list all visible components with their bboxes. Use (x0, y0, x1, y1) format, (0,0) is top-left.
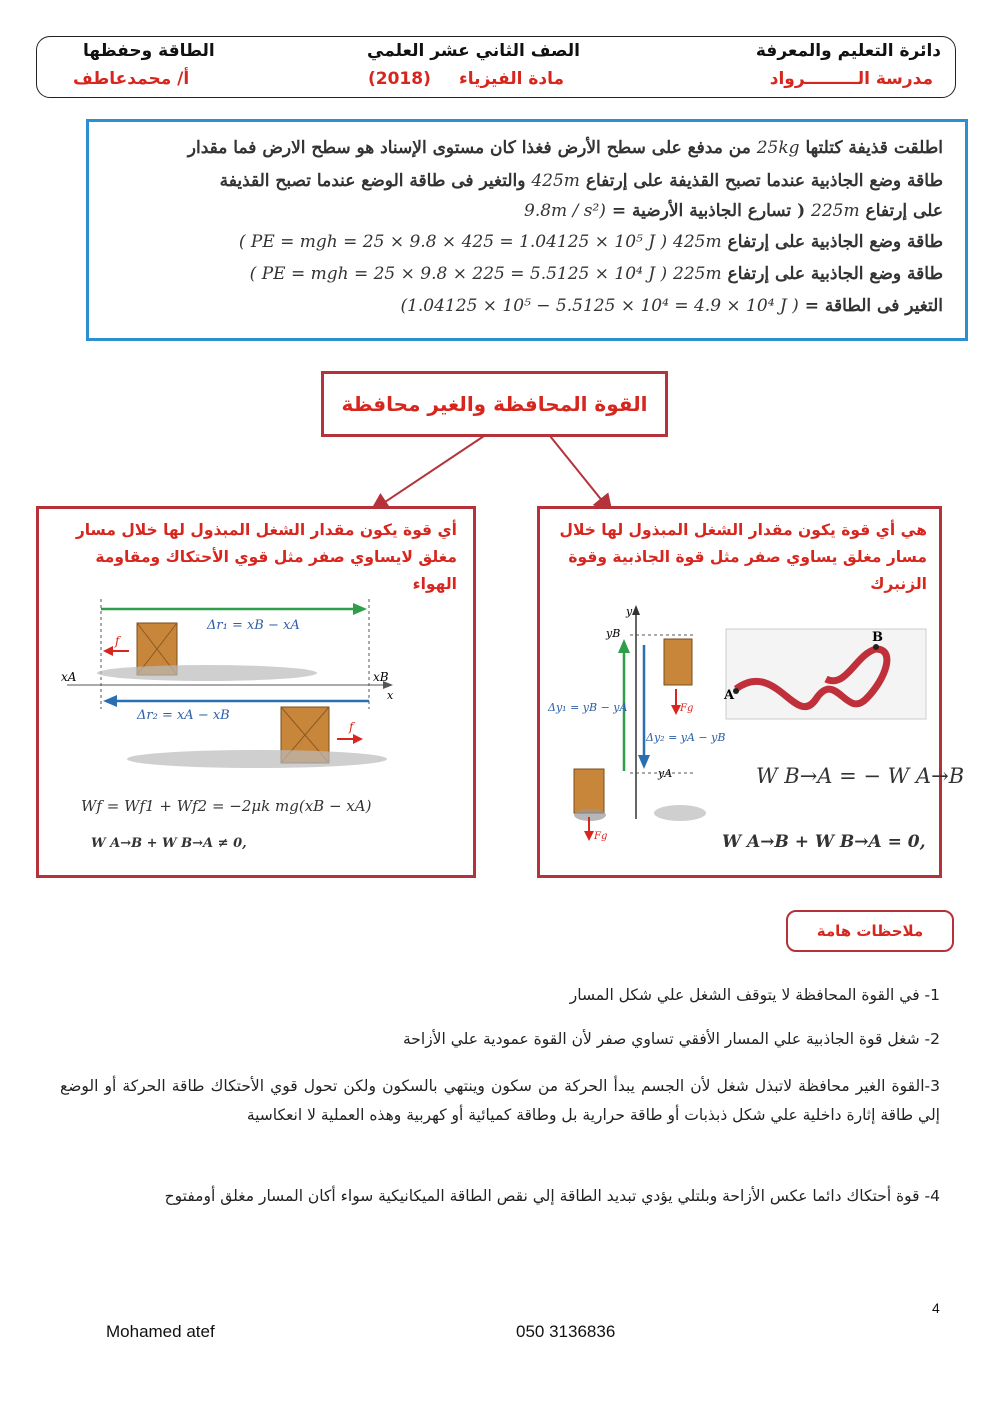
nonconservative-panel (36, 506, 476, 878)
gravity-figure (546, 599, 965, 871)
x-axis-label: x (387, 689, 394, 702)
nonconservative-sum-equation: W A→B + W B→A ≠ 0, (91, 836, 247, 851)
point-B-label: B (872, 630, 883, 645)
Fg-label-bottom: Fg (594, 831, 608, 842)
note-2: 2- شغل قوة الجاذبية علي المسار الأفقي تساوي صفر لأن القوة عمودية علي الأزاحة (403, 1030, 940, 1048)
friction-label-2: f (349, 720, 354, 734)
problem-line-1 (188, 138, 943, 158)
footer-phone: 050 3136836 (516, 1322, 616, 1341)
grade-label: الصف الثاني عشر العلمي (367, 41, 580, 61)
height-value: 425m (531, 171, 580, 191)
xB-label: xB (373, 670, 389, 684)
dr1-label: Δr₁ = xB − xA (207, 618, 300, 633)
problem-text: ( تسارع الجاذبية الأرضية = (611, 201, 806, 221)
mass-value: 25kg (756, 138, 800, 158)
height-value: 225m (673, 264, 722, 284)
note-1: 1- في القوة المحافظة لا يتوقف الشغل علي شكل المسار (569, 986, 940, 1004)
point-A-label: A (724, 688, 735, 703)
Fg-label-top: Fg (680, 703, 694, 714)
section-title: القوة المحافظة والغير محافظة (341, 392, 648, 416)
problem-text: طاقة وضع الجاذبية على إرتفاع (727, 264, 943, 284)
energy-equation: ( PE = mgh = 25 × 9.8 × 225 = 5.5125 × 10⁴ J ) (249, 264, 668, 284)
crate-top (664, 639, 692, 685)
problem-text: اطلقت قذيفة كتلتها (805, 138, 943, 158)
problem-text: والتغير فى طاقة الوضع عندما تصبح القذيفة (219, 171, 526, 191)
problem-text: من مدفع على سطح الأرض فغذا كان مستوى الإسناد هو سطح الارض فما مقدار (187, 138, 751, 158)
notes-label-box (786, 910, 954, 952)
y-axis-label: y (626, 605, 633, 618)
crate-bottom (574, 769, 604, 813)
problem-line-6 (400, 296, 943, 316)
friction-figure (57, 589, 447, 859)
gravity-value: 9.8m / s²) (524, 201, 606, 221)
change-equation: (1.04125 × 10⁵ − 5.5125 × 10⁴ = 4.9 × 10⁴ J ) (400, 296, 799, 316)
friction-work-equation: Wf = Wf1 + Wf2 = −2μk mg(xB − xA) (81, 797, 372, 815)
topic-label: الطاقة وحفظها (83, 41, 215, 61)
conservative-sum-equation: W A→B + W B→A = 0, (722, 832, 926, 852)
height-value: 425m (673, 232, 722, 252)
note-3: 3-القوة الغير محافظة لاتبذل شغل لأن الجسم يبدأ الحركة من سكون وينتهي بالسكون ولكن تحول قوي الأحتكاك طاقة الحركة أو الوضع إلي طاقة إثارة داخلية علي شكل ذبذبات أو طاقة حرارية بل وطاقة كميائية أو كهربية وهذه العملية لا انعكاسية (60, 1077, 940, 1124)
problem-text: على إرتفاع (865, 201, 943, 221)
teacher-name: أ/ محمدعاطف (73, 69, 190, 89)
arrow-to-nonconservative (376, 436, 484, 508)
height-value: 225m (811, 201, 860, 221)
arrow-to-conservative (550, 436, 608, 508)
problem-text: طاقة وضع الجاذبية على إرتفاع (727, 232, 943, 252)
conservative-definition: هي أي قوة يكون مقدار الشغل المبذول لها خلال مسار مغلق يساوي صفر مثل قوة الجاذبية وقوة الزنبرك (559, 521, 927, 593)
problem-line-3 (524, 201, 943, 221)
nonconservative-definition: أي قوة يكون مقدار الشغل المبذول لها خلال مسار مغلق لايساوي صفر مثل قوي الأحتكاك ومقاومة الهواء (75, 521, 457, 593)
page-number: 4 (932, 1300, 940, 1316)
problem-text: طاقة وضع الجاذبية عندما تصبح القذيفة على إرتفاع (585, 171, 943, 191)
notes-label: ملاحظات هامة (816, 922, 924, 940)
dy1-label: Δy₁ = yB − yA (548, 701, 628, 714)
friction-label-1: f (115, 634, 120, 648)
section-title-box (321, 371, 668, 437)
conservative-work-equation: W B→A = − W A→B (756, 764, 965, 788)
year-label: (2018) (368, 69, 431, 89)
yB-label: yB (606, 627, 621, 640)
problem-line-5 (250, 264, 943, 284)
header-box (36, 36, 956, 98)
footer-author: Mohamed atef (106, 1322, 215, 1341)
conservative-panel (537, 506, 965, 878)
authority-name: دائرة التعليم والمعرفة (755, 41, 941, 61)
xA-label: xA (61, 670, 77, 684)
problem-line-2 (220, 171, 943, 191)
problem-line-4 (239, 232, 943, 252)
energy-equation: ( PE = mgh = 25 × 9.8 × 425 = 1.04125 × 10⁵ J ) (238, 232, 668, 252)
problem-box (86, 119, 968, 341)
subject-label: مادة الفيزياء (459, 69, 565, 89)
dr2-label: Δr₂ = xA − xB (137, 708, 230, 723)
school-name: مدرسة الـــــــــرواد (769, 69, 933, 89)
yA-label: yA (658, 767, 673, 780)
problem-text: التغير فى الطاقة = (804, 296, 943, 316)
dy2-label: Δy₂ = yA − yB (646, 731, 726, 744)
note-4: 4- قوة أحتكاك دائما عكس الأزاحة وبلتلي يؤدي تبديد الطاقة إلي نقص الطاقة الميكانيكية سواء أكان المسار مغلق أومفتوح (164, 1187, 940, 1205)
